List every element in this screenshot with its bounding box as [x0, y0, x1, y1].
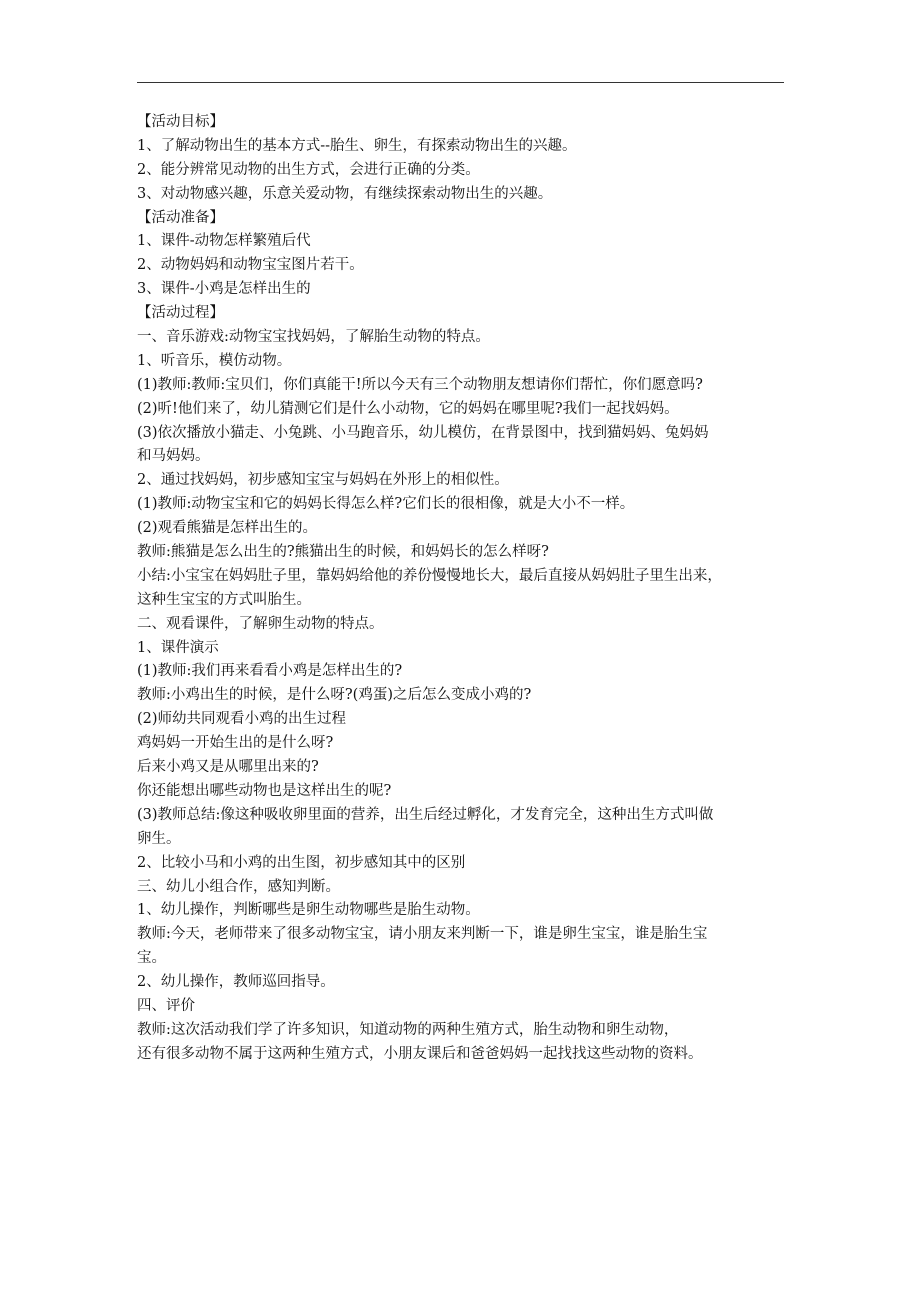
text-line: 2、比较小马和小鸡的出生图，初步感知其中的区别 — [137, 854, 466, 871]
text-line: (2)师幼共同观看小鸡的出生过程 — [137, 711, 347, 728]
text-line: 【活动准备】 — [137, 209, 224, 226]
text-line: 2、通过找妈妈，初步感知宝宝与妈妈在外形上的相似性。 — [137, 472, 509, 489]
text-line: 四、评价 — [137, 997, 195, 1014]
text-line: 1、幼儿操作，判断哪些是卵生动物哪些是胎生动物。 — [137, 902, 480, 919]
text-line: (3)依次播放小猫走、小兔跳、小马跑音乐，幼儿模仿，在背景图中，找到猫妈妈、兔妈妈 — [137, 424, 709, 441]
text-line: 和马妈妈。 — [137, 448, 210, 465]
text-line: (1)教师:教师:宝贝们，你们真能干!所以今天有三个动物朋友想请你们帮忙，你们愿意吗? — [137, 376, 703, 393]
text-line: (2)观看熊猫是怎样出生的。 — [137, 520, 318, 537]
text-line: 鸡妈妈一开始生出的是什么呀? — [137, 735, 334, 752]
text-line: 一、音乐游戏:动物宝宝找妈妈，了解胎生动物的特点。 — [137, 329, 490, 346]
text-line: 【活动过程】 — [137, 305, 224, 322]
text-line: 1、课件演示 — [137, 639, 219, 656]
text-line: 小结:小宝宝在妈妈肚子里，靠妈妈给他的养份慢慢地长大，最后直接从妈妈肚子里生出来， — [137, 567, 722, 584]
text-line: 2、动物妈妈和动物宝宝图片若干。 — [137, 257, 364, 274]
header-rule — [137, 82, 784, 83]
text-line: 1、听音乐，模仿动物。 — [137, 352, 292, 369]
text-line: 后来小鸡又是从哪里出来的? — [137, 759, 319, 776]
text-line: (3)教师总结:像这种吸收卵里面的营养，出生后经过孵化，才发育完全，这种出生方式叫做 — [137, 806, 714, 823]
text-line: 你还能想出哪些动物也是这样出生的呢? — [137, 782, 392, 799]
text-line: (2)听!他们来了，幼儿猜测它们是什么小动物，它的妈妈在哪里呢?我们一起找妈妈。 — [137, 400, 679, 417]
text-line: 教师:熊猫是怎么出生的?熊猫出生的时候，和妈妈长的怎么样呀? — [137, 544, 549, 561]
text-line: 宝。 — [137, 950, 166, 967]
text-line: 教师:小鸡出生的时候，是什么呀?(鸡蛋)之后怎么变成小鸡的? — [137, 687, 532, 704]
text-line: 卵生。 — [137, 830, 181, 847]
text-line: 3、课件-小鸡是怎样出生的 — [137, 281, 311, 298]
text-line: (1)教师:动物宝宝和它的妈妈长得怎么样?它们长的很相像，就是大小不一样。 — [137, 496, 635, 513]
text-line: 还有很多动物不属于这两种生殖方式，小朋友课后和爸爸妈妈一起找找这些动物的资料。 — [137, 1045, 703, 1062]
text-line: 2、幼儿操作，教师巡回指导。 — [137, 974, 335, 991]
text-line: 二、观看课件，了解卵生动物的特点。 — [137, 615, 384, 632]
text-line: 【活动目标】 — [137, 114, 224, 130]
text-line: 教师:这次活动我们学了许多知识，知道动物的两种生殖方式，胎生动物和卵生动物， — [137, 1021, 679, 1038]
text-line: 这种生宝宝的方式叫胎生。 — [137, 591, 311, 608]
text-line: 1、了解动物出生的基本方式--胎生、卵生，有探索动物出生的兴趣。 — [137, 137, 577, 154]
text-line: 2、能分辨常见动物的出生方式，会进行正确的分类。 — [137, 161, 480, 178]
text-line: (1)教师:我们再来看看小鸡是怎样出生的? — [137, 663, 403, 680]
text-line: 教师:今天，老师带来了很多动物宝宝，请小朋友来判断一下，谁是卵生宝宝，谁是胎生宝 — [137, 926, 708, 943]
text-line: 1、课件-动物怎样繁殖后代 — [137, 233, 311, 250]
document-body — [137, 111, 797, 1067]
text-line: 三、幼儿小组合作，感知判断。 — [137, 878, 340, 895]
text-line: 3、对动物感兴趣，乐意关爱动物，有继续探索动物出生的兴趣。 — [137, 185, 553, 202]
